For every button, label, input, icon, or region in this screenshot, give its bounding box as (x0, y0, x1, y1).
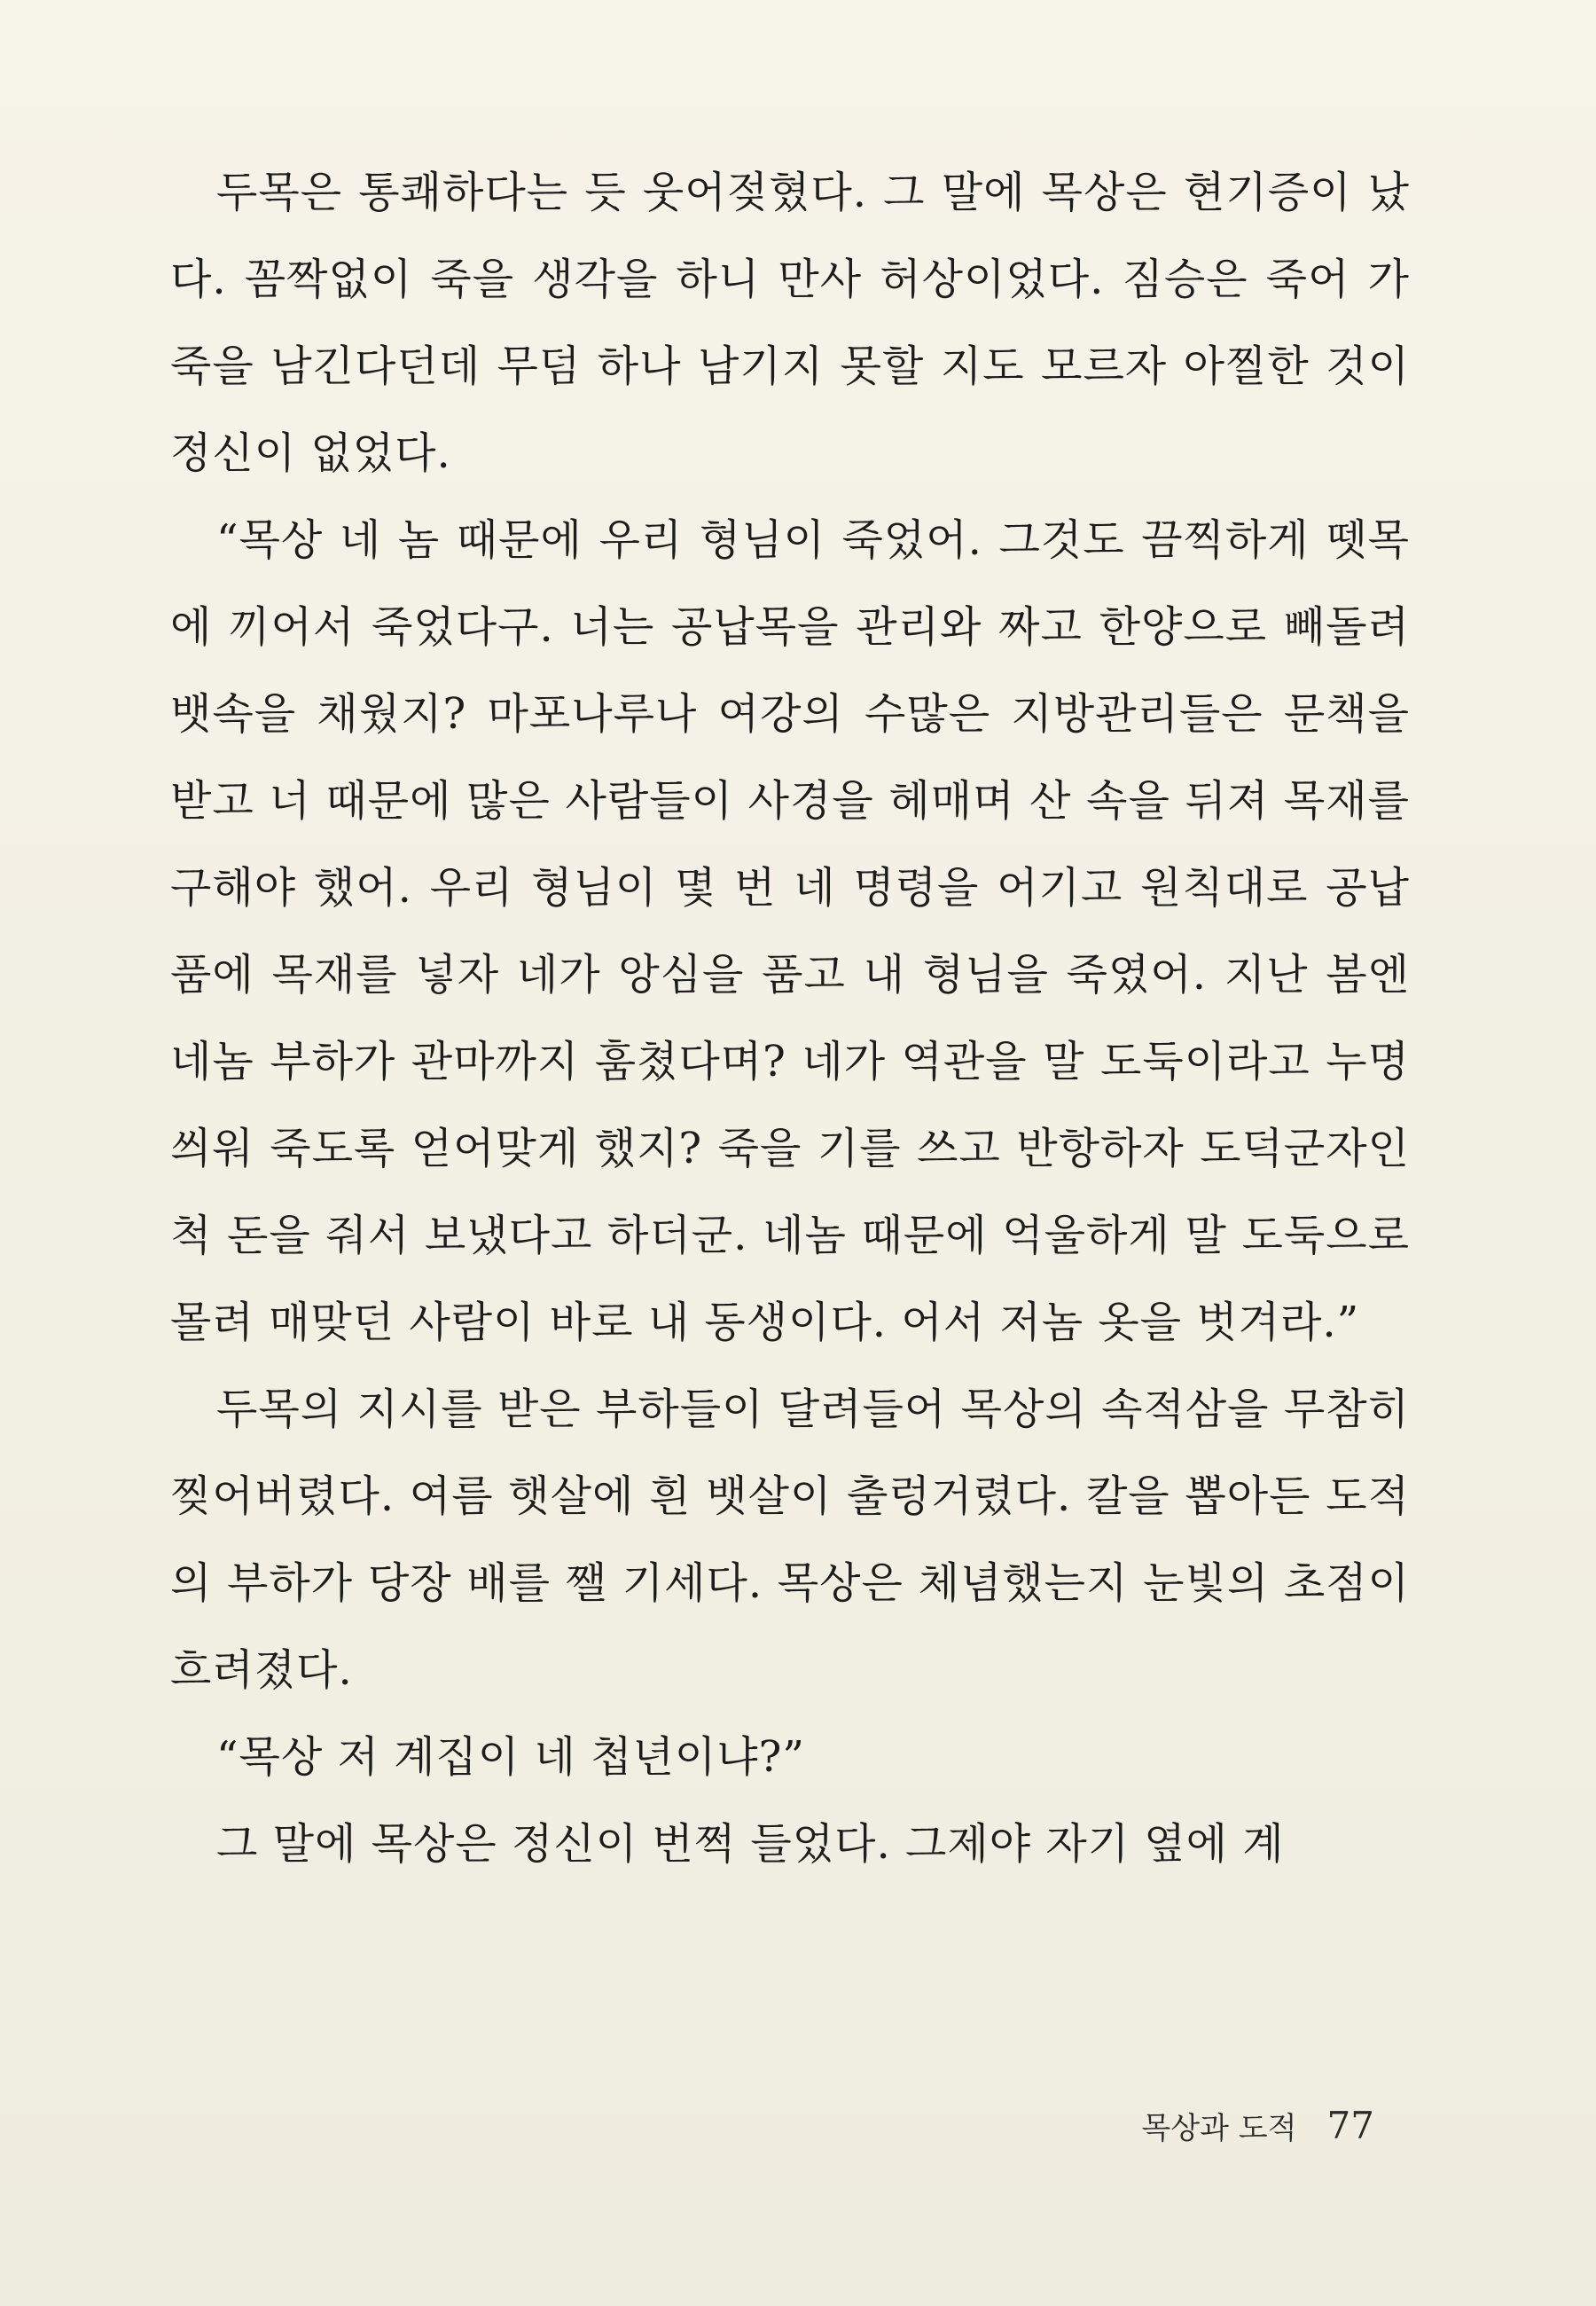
paragraph-2-dialogue: “목상 네 놈 때문에 우리 형님이 죽었어. 그것도 끔찍하게 뗏목에 끼어서 죽었다구. 너는 공납목을 관리와 짜고 한양으로 빼돌려 뱃속을 채웠지? 마포나루나 여강의 수많은 지방관리들은 문책을 받고 너 때문에 많은 사람들이 사경을 헤매며 산 속을 뒤져 목재를 구해야 했어. 우리 형님이 몇 번 네 명령을 어기고 원칙대로 공납품에 목재를 넣자 네가 앙심을 품고 내 형님을 죽였어. 지난 봄엔 네놈 부하가 관마까지 훔쳤다며? 네가 역관을 말 도둑이라고 누명 씌워 죽도록 얻어맞게 했지? 죽을 기를 쓰고 반항하자 도덕군자인척 돈을 줘서 보냈다고 하더군. 네놈 때문에 억울하게 말 도둑으로 몰려 매맞던 사람이 바로 내 동생이다. 어서 저놈 옷을 벗겨라.” (170, 515, 1410, 1347)
running-footer (1141, 2104, 1374, 2151)
chapter-title: 목상과 도적 (1141, 2111, 1297, 2146)
page-number: 77 (1326, 2104, 1374, 2147)
paragraph-5: 그 말에 목상은 정신이 번쩍 들었다. 그제야 자기 옆에 계 (216, 1819, 1285, 1869)
body-text (170, 149, 1410, 1887)
paragraph-3: 두목의 지시를 받은 부하들이 달려들어 목상의 속적삼을 무참히 찢어버렸다. 여름 햇살에 흰 뱃살이 출렁거렸다. 칼을 뽑아든 도적의 부하가 당장 배를 쨀 기세다. 목상은 체념했는지 눈빛의 초점이 흐려졌다. (170, 1384, 1410, 1695)
paragraph-1: 두목은 통쾌하다는 듯 웃어젖혔다. 그 말에 목상은 현기증이 났다. 꼼짝없이 죽을 생각을 하니 만사 허상이었다. 짐승은 죽어 가죽을 남긴다던데 무덤 하나 남기지 못할 지도 모르자 아찔한 것이 정신이 없었다. (170, 168, 1410, 478)
paragraph-4-dialogue: “목상 저 계집이 네 첩년이냐?” (216, 1732, 805, 1782)
